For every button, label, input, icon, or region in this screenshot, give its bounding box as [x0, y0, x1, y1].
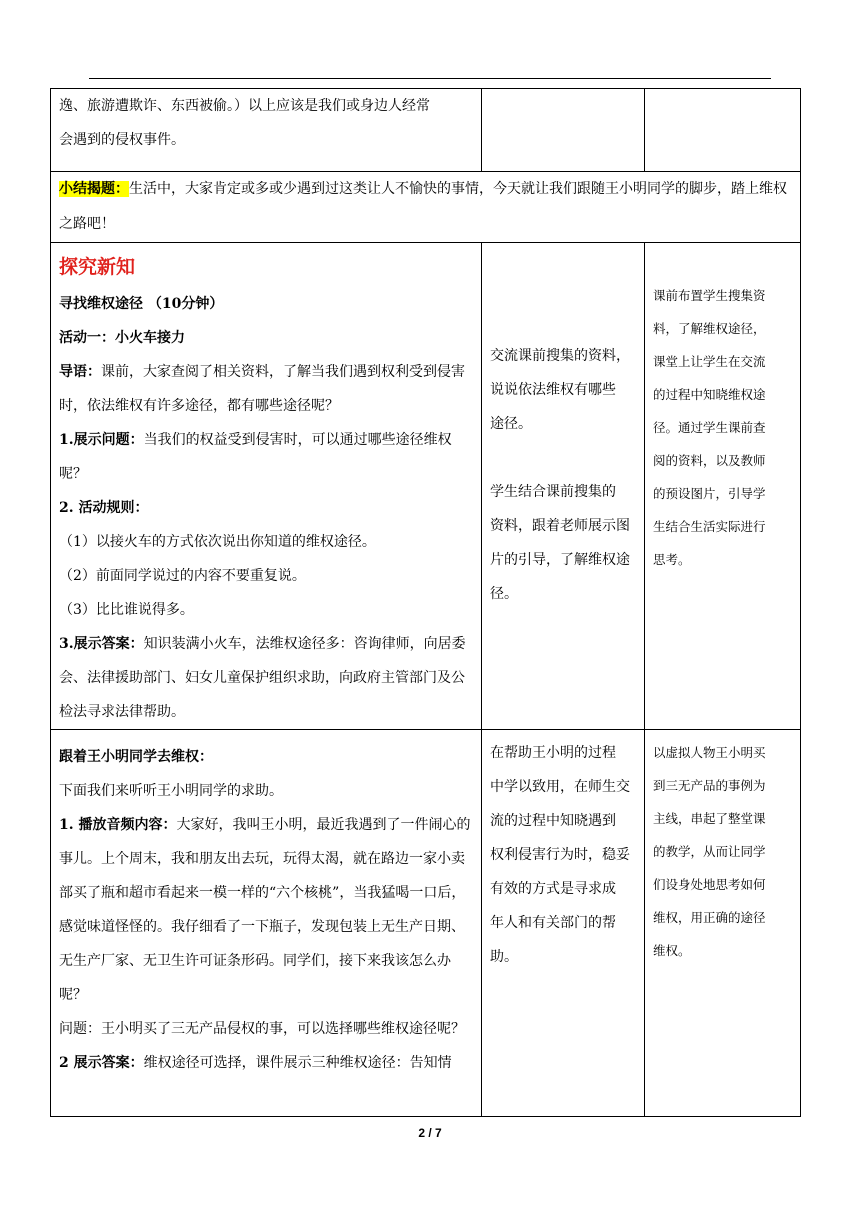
summary-cell [51, 172, 801, 243]
text-line: 中学以致用，在师生交 [490, 779, 630, 795]
question-label: 1.展示问题： [59, 432, 144, 448]
text-line: 阅的资料，以及教师 [653, 453, 766, 468]
text-line: 逸、旅游遭欺诈、东西被偷。）以上应该是我们或身边人经常 [59, 98, 430, 114]
rights-intent-cell [645, 730, 801, 1117]
summary-text: 生活中，大家肯定或多或少遇到过这类让人不愉快的事情，今天就让我们跟随王小明同学的脚步，踏上维权之路吧！ [59, 181, 787, 232]
row0-content-cell [51, 89, 482, 172]
text-line: 助。 [490, 949, 518, 965]
intro-label: 导语： [59, 364, 101, 380]
text-line: 到三无产品的事例为 [653, 778, 766, 793]
text-line: 课堂上让学生在交流 [653, 354, 766, 369]
text-line: 交流课前搜集的资料， [490, 348, 630, 364]
answer-text: 维权途径可选择，课件展示三种维权途径：告知情 [143, 1055, 452, 1071]
table-row [51, 730, 801, 1117]
text-line: 维权，用正确的途径 [653, 910, 766, 925]
intro-text: 课前，大家查阅了相关资料，了解当我们遇到权利受到侵害时，依法维权有许多途径，都有哪些途径呢？ [59, 364, 465, 414]
text-line: 说说依法维权有哪些 [490, 382, 616, 398]
text-line: 以虚拟人物王小明买 [653, 745, 766, 760]
text-line: 的教学，从而让同学 [653, 844, 766, 859]
rights-intro: 下面我们来听听王小明同学的求助。 [59, 783, 283, 799]
answer-label: 3.展示答案： [59, 636, 144, 652]
text-line: 思考。 [653, 552, 691, 567]
rules-label: 2. 活动规则： [59, 500, 149, 516]
activity-title: 活动一：小火车接力 [59, 330, 185, 346]
text-line: 料，了解维权途径， [653, 321, 766, 336]
table-row [51, 89, 801, 172]
answer-label: 2 展示答案： [59, 1055, 144, 1071]
text-line: 在帮助王小明的过程 [490, 745, 616, 761]
table-row [51, 243, 801, 730]
summary-label: 小结揭题： [59, 181, 129, 197]
text-line: 年人和有关部门的帮 [490, 915, 616, 931]
text-line: 会遇到的侵权事件。 [59, 132, 185, 148]
rule-item: （1）以接火车的方式依次说出你知道的维权途径。 [59, 534, 376, 550]
explore-activity-cell [482, 243, 645, 730]
explore-intent-cell [645, 243, 801, 730]
header-rule [89, 78, 771, 79]
text-line: 径。通过学生课前查 [653, 420, 766, 435]
lesson-plan-table [50, 88, 801, 1117]
text-line: 流的过程中知晓遇到 [490, 813, 616, 829]
text-line: 片的引导，了解维权途 [490, 552, 630, 568]
rights-activity-cell [482, 730, 645, 1117]
rule-item: （3）比比谁说得多。 [59, 602, 194, 618]
audio-text: 大家好，我叫王小明，最近我遇到了一件闹心的事儿。上个周末，我和朋友出去玩，玩得太渴，就在路边一家小卖部买了瓶和超市看起来一模一样的“六个核桃”，当我猛喝一口后，感觉味道怪怪的。我仔细看了一下瓶子，发现包装上无生产日期、无生产厂家、无卫生许可证条形码。同学们，接下来我该怎么办呢？ [59, 817, 471, 1003]
rights-content-cell [51, 730, 482, 1117]
answer-text: 知识装满小火车，法维权途径多：咨询律师，向居委会、法律援助部门、妇女儿童保护组织求助，向政府主管部门及公检法寻求法律帮助。 [59, 636, 466, 720]
text-line: 们设身处地思考如何 [653, 877, 766, 892]
text-line: 学生结合课前搜集的 [490, 484, 616, 500]
text-line: 的预设图片，引导学 [653, 486, 766, 501]
text-line: 的过程中知晓维权途 [653, 387, 766, 402]
text-line: 主线，串起了整堂课 [653, 811, 766, 826]
audio-label: 1. 播放音频内容： [59, 817, 177, 833]
explore-content-cell [51, 243, 482, 730]
page-number: 2 / 7 [418, 1126, 442, 1140]
text-line: 生结合生活实际进行 [653, 519, 766, 534]
text-line: 途径。 [490, 416, 532, 432]
text-line: 权利侵害行为时，稳妥 [490, 847, 630, 863]
rule-item: （2）前面同学说过的内容不要重复说。 [59, 568, 306, 584]
question-text: 当我们的权益受到侵害时，可以通过哪些途径维权呢？ [59, 432, 452, 482]
rights-title: 跟着王小明同学去维权： [59, 749, 213, 765]
section-title: 探究新知 [59, 256, 136, 278]
text-line: 资料，跟着老师展示图 [490, 518, 630, 534]
row0-intent-cell [645, 89, 801, 172]
text-line: 径。 [490, 586, 518, 602]
text-line: 课前布置学生搜集资 [653, 288, 766, 303]
text-line: 有效的方式是寻求成 [490, 881, 616, 897]
row0-activity-cell [482, 89, 645, 172]
table-row [51, 172, 801, 243]
text-line: 维权。 [653, 943, 691, 958]
subtitle: 寻找维权途径 （10分钟） [59, 296, 224, 312]
rights-question: 问题：王小明买了三无产品侵权的事，可以选择哪些维权途径呢？ [59, 1021, 465, 1037]
